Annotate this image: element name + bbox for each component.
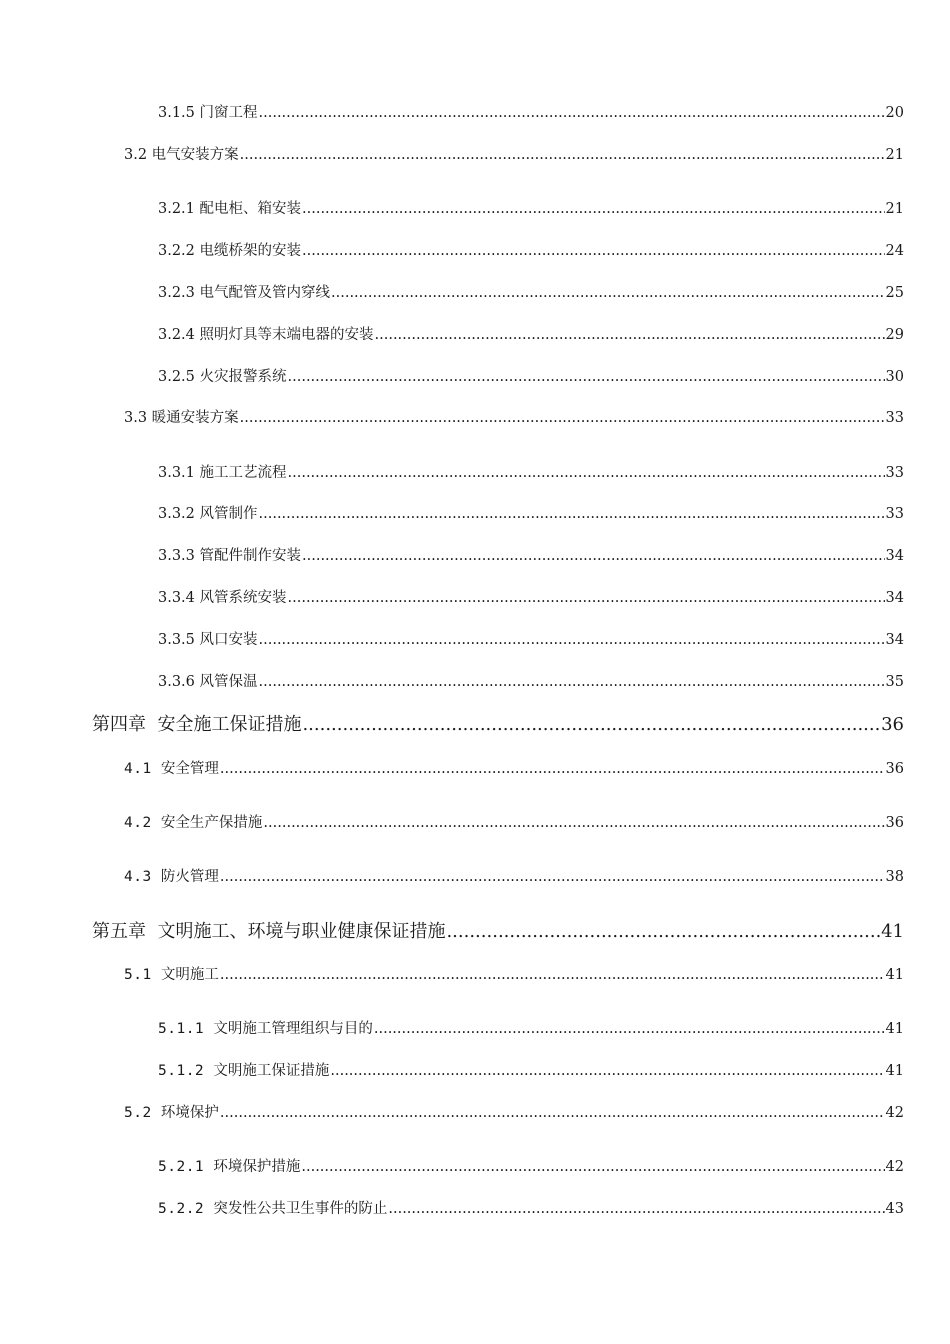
toc-title: 文明施工: [160, 967, 219, 983]
toc-page-number: 36: [881, 714, 904, 735]
toc-title: 环境保护措施: [213, 1159, 301, 1175]
toc-entry-5-2-2[interactable]: [158, 1197, 904, 1218]
toc-number: 5.1.2: [158, 1063, 205, 1079]
dot-leader: [388, 1201, 884, 1217]
toc-entry-3-3-2[interactable]: [158, 502, 904, 523]
toc-page-number: 41: [881, 921, 904, 942]
dot-leader: [288, 590, 885, 606]
toc-number: 第四章: [92, 714, 146, 735]
toc-title: 施工工艺流程: [199, 465, 287, 481]
toc-number: 5.1.1: [158, 1021, 205, 1037]
toc-number: 5.2: [124, 1105, 152, 1121]
toc-number: 3.3.3: [158, 548, 195, 564]
toc-page-number: 29: [885, 327, 904, 343]
toc-entry-3-1-5[interactable]: [158, 101, 904, 122]
toc-page-number: 33: [885, 410, 904, 426]
toc-entry-3-3-1[interactable]: [158, 461, 904, 482]
toc-page-number: 34: [885, 548, 904, 564]
toc-entry-4-3[interactable]: [124, 865, 904, 886]
toc-title: 突发性公共卫生事件的防止: [213, 1201, 388, 1217]
dot-leader: [220, 967, 885, 983]
dot-leader: [259, 105, 885, 121]
dot-leader: [375, 327, 885, 343]
toc-title: 风管系统安装: [199, 590, 287, 606]
toc-title: 电气安装方案: [151, 147, 239, 163]
toc-number: 3.3.2: [158, 506, 195, 522]
toc-page-number: 33: [885, 465, 904, 481]
toc-page-number: 42: [885, 1105, 904, 1121]
toc-entry-5-2[interactable]: [124, 1101, 904, 1122]
dot-leader: [446, 921, 880, 942]
toc-number: 3.3.1: [158, 465, 195, 481]
dot-leader: [240, 410, 885, 426]
toc-page-number: 42: [885, 1159, 904, 1175]
toc-number: 3.2.3: [158, 285, 195, 301]
toc-number: 5.1: [124, 967, 152, 983]
toc-entry-3-2-5[interactable]: [158, 365, 904, 386]
dot-leader: [240, 147, 885, 163]
toc-number: 5.2.2: [158, 1201, 205, 1217]
toc-entry-5-1[interactable]: [124, 963, 904, 984]
toc-title: 安全生产保措施: [160, 815, 263, 831]
toc-title: 照明灯具等末端电器的安装: [199, 327, 374, 343]
toc-page-number: 41: [885, 1063, 904, 1079]
toc-entry-4-2[interactable]: [124, 811, 904, 832]
toc-number: 5.2.1: [158, 1159, 205, 1175]
toc-number: 3.2.5: [158, 369, 195, 385]
toc-number: 第五章: [92, 921, 146, 942]
toc-page-number: 24: [885, 243, 904, 259]
toc-number: 4.3: [124, 869, 152, 885]
dot-leader: [220, 1105, 885, 1121]
dot-leader: [330, 1063, 884, 1079]
toc-number: 4.1: [124, 761, 152, 777]
toc-page-number: 30: [885, 369, 904, 385]
dot-leader: [263, 815, 884, 831]
dot-leader: [302, 243, 885, 259]
toc-number: 3.2: [124, 147, 148, 163]
toc-title: 风口安装: [199, 632, 258, 648]
toc-page-number: 38: [885, 869, 904, 885]
toc-page-number: 20: [885, 105, 904, 121]
toc-entry-3-2-3[interactable]: [158, 281, 904, 302]
dot-leader: [302, 548, 885, 564]
toc-title: 风管制作: [199, 506, 258, 522]
toc-page-number: 33: [885, 506, 904, 522]
dot-leader: [259, 632, 885, 648]
dot-leader: [301, 1159, 884, 1175]
toc-title: 文明施工管理组织与目的: [213, 1021, 373, 1037]
toc-entry-3-3-6[interactable]: [158, 670, 904, 691]
toc-entry-3-2-2[interactable]: [158, 239, 904, 260]
toc-title: 安全施工保证措施: [157, 714, 302, 735]
toc-entry-5-1-2[interactable]: [158, 1059, 904, 1080]
dot-leader: [259, 506, 885, 522]
toc-page-number: 43: [885, 1201, 904, 1217]
toc-entry-chapter-4[interactable]: [92, 710, 904, 736]
dot-leader: [220, 869, 885, 885]
toc-title: 电气配管及管内穿线: [199, 285, 331, 301]
toc-number: 3.3.4: [158, 590, 195, 606]
toc-title: 文明施工保证措施: [213, 1063, 330, 1079]
toc-entry-4-1[interactable]: [124, 757, 904, 778]
toc-title: 文明施工、环境与职业健康保证措施: [157, 921, 446, 942]
toc-page-number: 21: [885, 147, 904, 163]
toc-entry-3-3-5[interactable]: [158, 628, 904, 649]
toc-page-number: 41: [885, 1021, 904, 1037]
toc-title: 防火管理: [160, 869, 219, 885]
toc-title: 风管保温: [199, 674, 258, 690]
toc-entry-5-1-1[interactable]: [158, 1017, 904, 1038]
toc-entry-chapter-5[interactable]: [92, 917, 904, 943]
toc-title: 配电柜、箱安装: [199, 201, 302, 217]
toc-page-number: 36: [885, 815, 904, 831]
toc-title: 火灾报警系统: [199, 369, 287, 385]
toc-number: 3.1.5: [158, 105, 195, 121]
dot-leader: [220, 761, 885, 777]
dot-leader: [374, 1021, 885, 1037]
toc-entry-3-3[interactable]: [124, 406, 904, 427]
toc-title: 管配件制作安装: [199, 548, 302, 564]
toc-page-number: 41: [885, 967, 904, 983]
toc-page-number: 34: [885, 590, 904, 606]
toc-page-number: 34: [885, 632, 904, 648]
dot-leader: [302, 714, 880, 735]
toc-entry-3-3-4[interactable]: [158, 586, 904, 607]
dot-leader: [331, 285, 885, 301]
toc-number: 4.2: [124, 815, 152, 831]
dot-leader: [288, 465, 885, 481]
toc-title: 电缆桥架的安装: [199, 243, 302, 259]
dot-leader: [302, 201, 885, 217]
toc-entry-3-2-1[interactable]: [158, 197, 904, 218]
toc-number: 3.2.2: [158, 243, 195, 259]
toc-page-number: 25: [885, 285, 904, 301]
toc-entry-3-2[interactable]: [124, 143, 904, 164]
toc-number: 3.3.6: [158, 674, 195, 690]
toc-entry-5-2-1[interactable]: [158, 1155, 904, 1176]
toc-number: 3.2.4: [158, 327, 195, 343]
toc-page-number: 35: [885, 674, 904, 690]
toc-page-number: 36: [885, 761, 904, 777]
toc-title: 暖通安装方案: [151, 410, 239, 426]
toc-entry-3-2-4[interactable]: [158, 323, 904, 344]
toc-number: 3.3: [124, 410, 148, 426]
toc-page-number: 21: [885, 201, 904, 217]
dot-leader: [259, 674, 885, 690]
toc-number: 3.2.1: [158, 201, 195, 217]
toc-title: 安全管理: [160, 761, 219, 777]
toc-title: 环境保护: [160, 1105, 219, 1121]
dot-leader: [288, 369, 885, 385]
toc-number: 3.3.5: [158, 632, 195, 648]
toc-entry-3-3-3[interactable]: [158, 544, 904, 565]
toc-title: 门窗工程: [199, 105, 258, 121]
